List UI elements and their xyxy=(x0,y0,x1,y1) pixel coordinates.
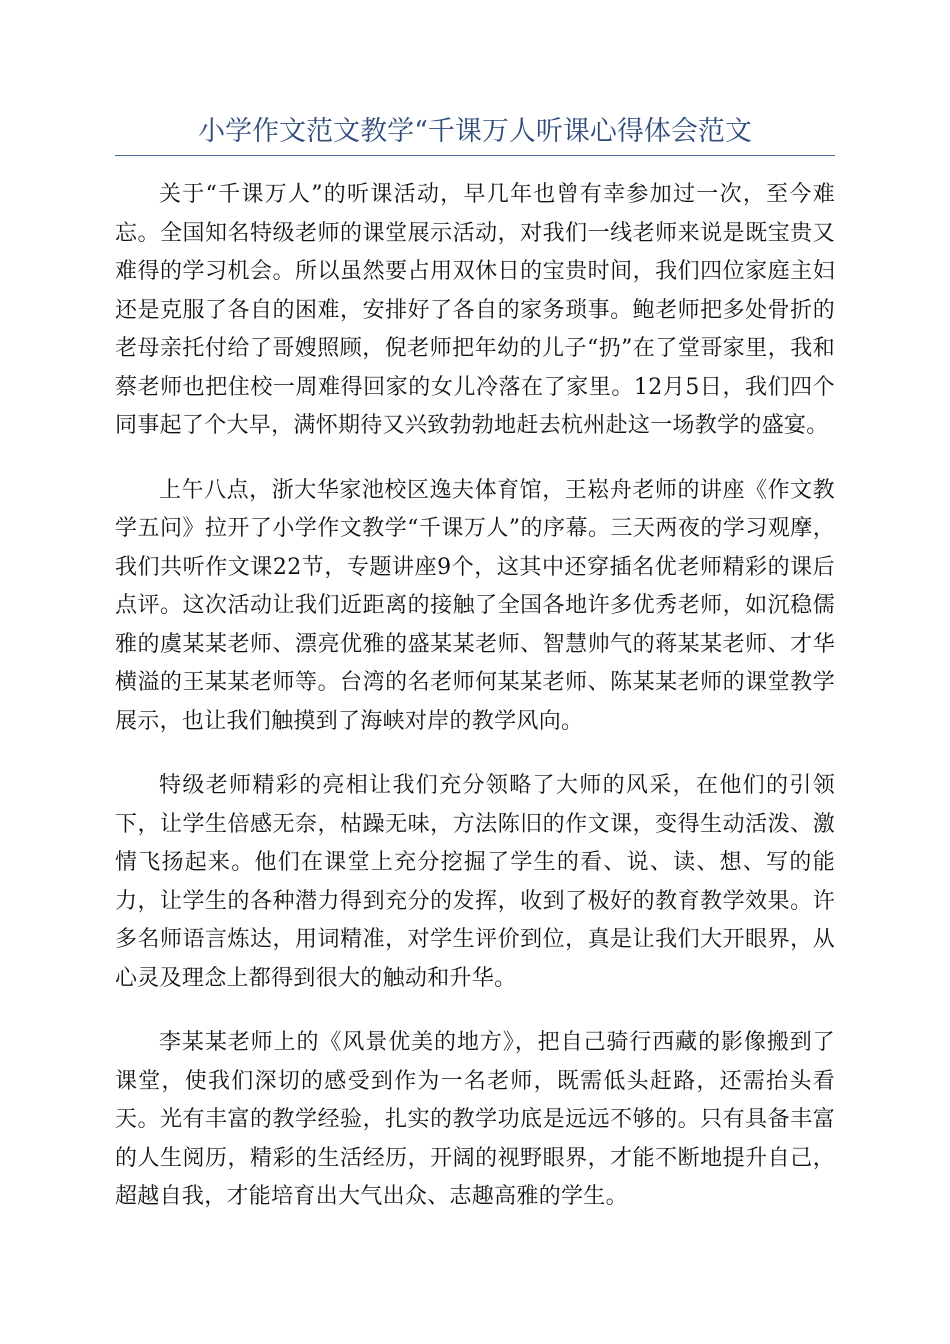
paragraph-3: 特级老师精彩的亮相让我们充分领略了大师的风采，在他们的引领下，让学生倍感无奈，枯躁无味，方法陈旧的作文课，变得生动活泼、激情飞扬起来。他们在课堂上充分挖掘了学生的看、说、读、想、写的能力，让学生的各种潜力得到充分的发挥，收到了极好的教育教学效果。许多名师语言炼达，用词精准，对学生评价到位，真是让我们大开眼界，从心灵及理念上都得到很大的触动和升华。 xyxy=(115,773,835,991)
paragraph-1: 关于“千课万人”的听课活动，早几年也曾有幸参加过一次，至今难忘。全国知名特级老师的课堂展示活动，对我们一线老师来说是既宝贵又难得的学习机会。所以虽然要占用双休日的宝贵时间，我们四位家庭主妇还是克服了各自的困难，安排好了各自的家务琐事。鲍老师把多处骨折的老母亲托付给了哥嫂照顾，倪老师把年幼的儿子“扔”在了堂哥家里，我和蔡老师也把住校一周难得回家的女儿冷落在了家里。12月5日，我们四个同事起了个大早，满怀期待又兴致勃勃地赶去杭州赴这一场教学的盛宴。 xyxy=(115,182,835,438)
paragraph-4: 李某某老师上的《风景优美的地方》，把自己骑行西藏的影像搬到了课堂，使我们深切的感受到作为一名老师，既需低头赶路，还需抬头看天。光有丰富的教学经验，扎实的教学功底是远远不够的。只有具备丰富的人生阅历，精彩的生活经历，开阔的视野眼界，才能不断地提升自己，超越自我，才能培育出大气出众、志趣高雅的学生。 xyxy=(115,1030,835,1209)
paragraph-2: 上午八点，浙大华家池校区逸夫体育馆，王崧舟老师的讲座《作文教学五问》拉开了小学作文教学“千课万人”的序幕。三天两夜的学习观摩，我们共听作文课22节，专题讲座9个，这其中还穿插名优老师精彩的课后点评。这次活动让我们近距离的接触了全国各地许多优秀老师，如沉稳儒雅的虞某某老师、漂亮优雅的盛某某老师、智慧帅气的蒋某某老师、才华横溢的王某某老师等。台湾的名老师何某某老师、陈某某老师的课堂教学展示，也让我们触摸到了海峡对岸的教学风向。 xyxy=(115,477,835,734)
document-title: 小学作文范文教学“千课万人听课心得体会范文 xyxy=(115,112,835,156)
document-body xyxy=(115,176,835,1243)
